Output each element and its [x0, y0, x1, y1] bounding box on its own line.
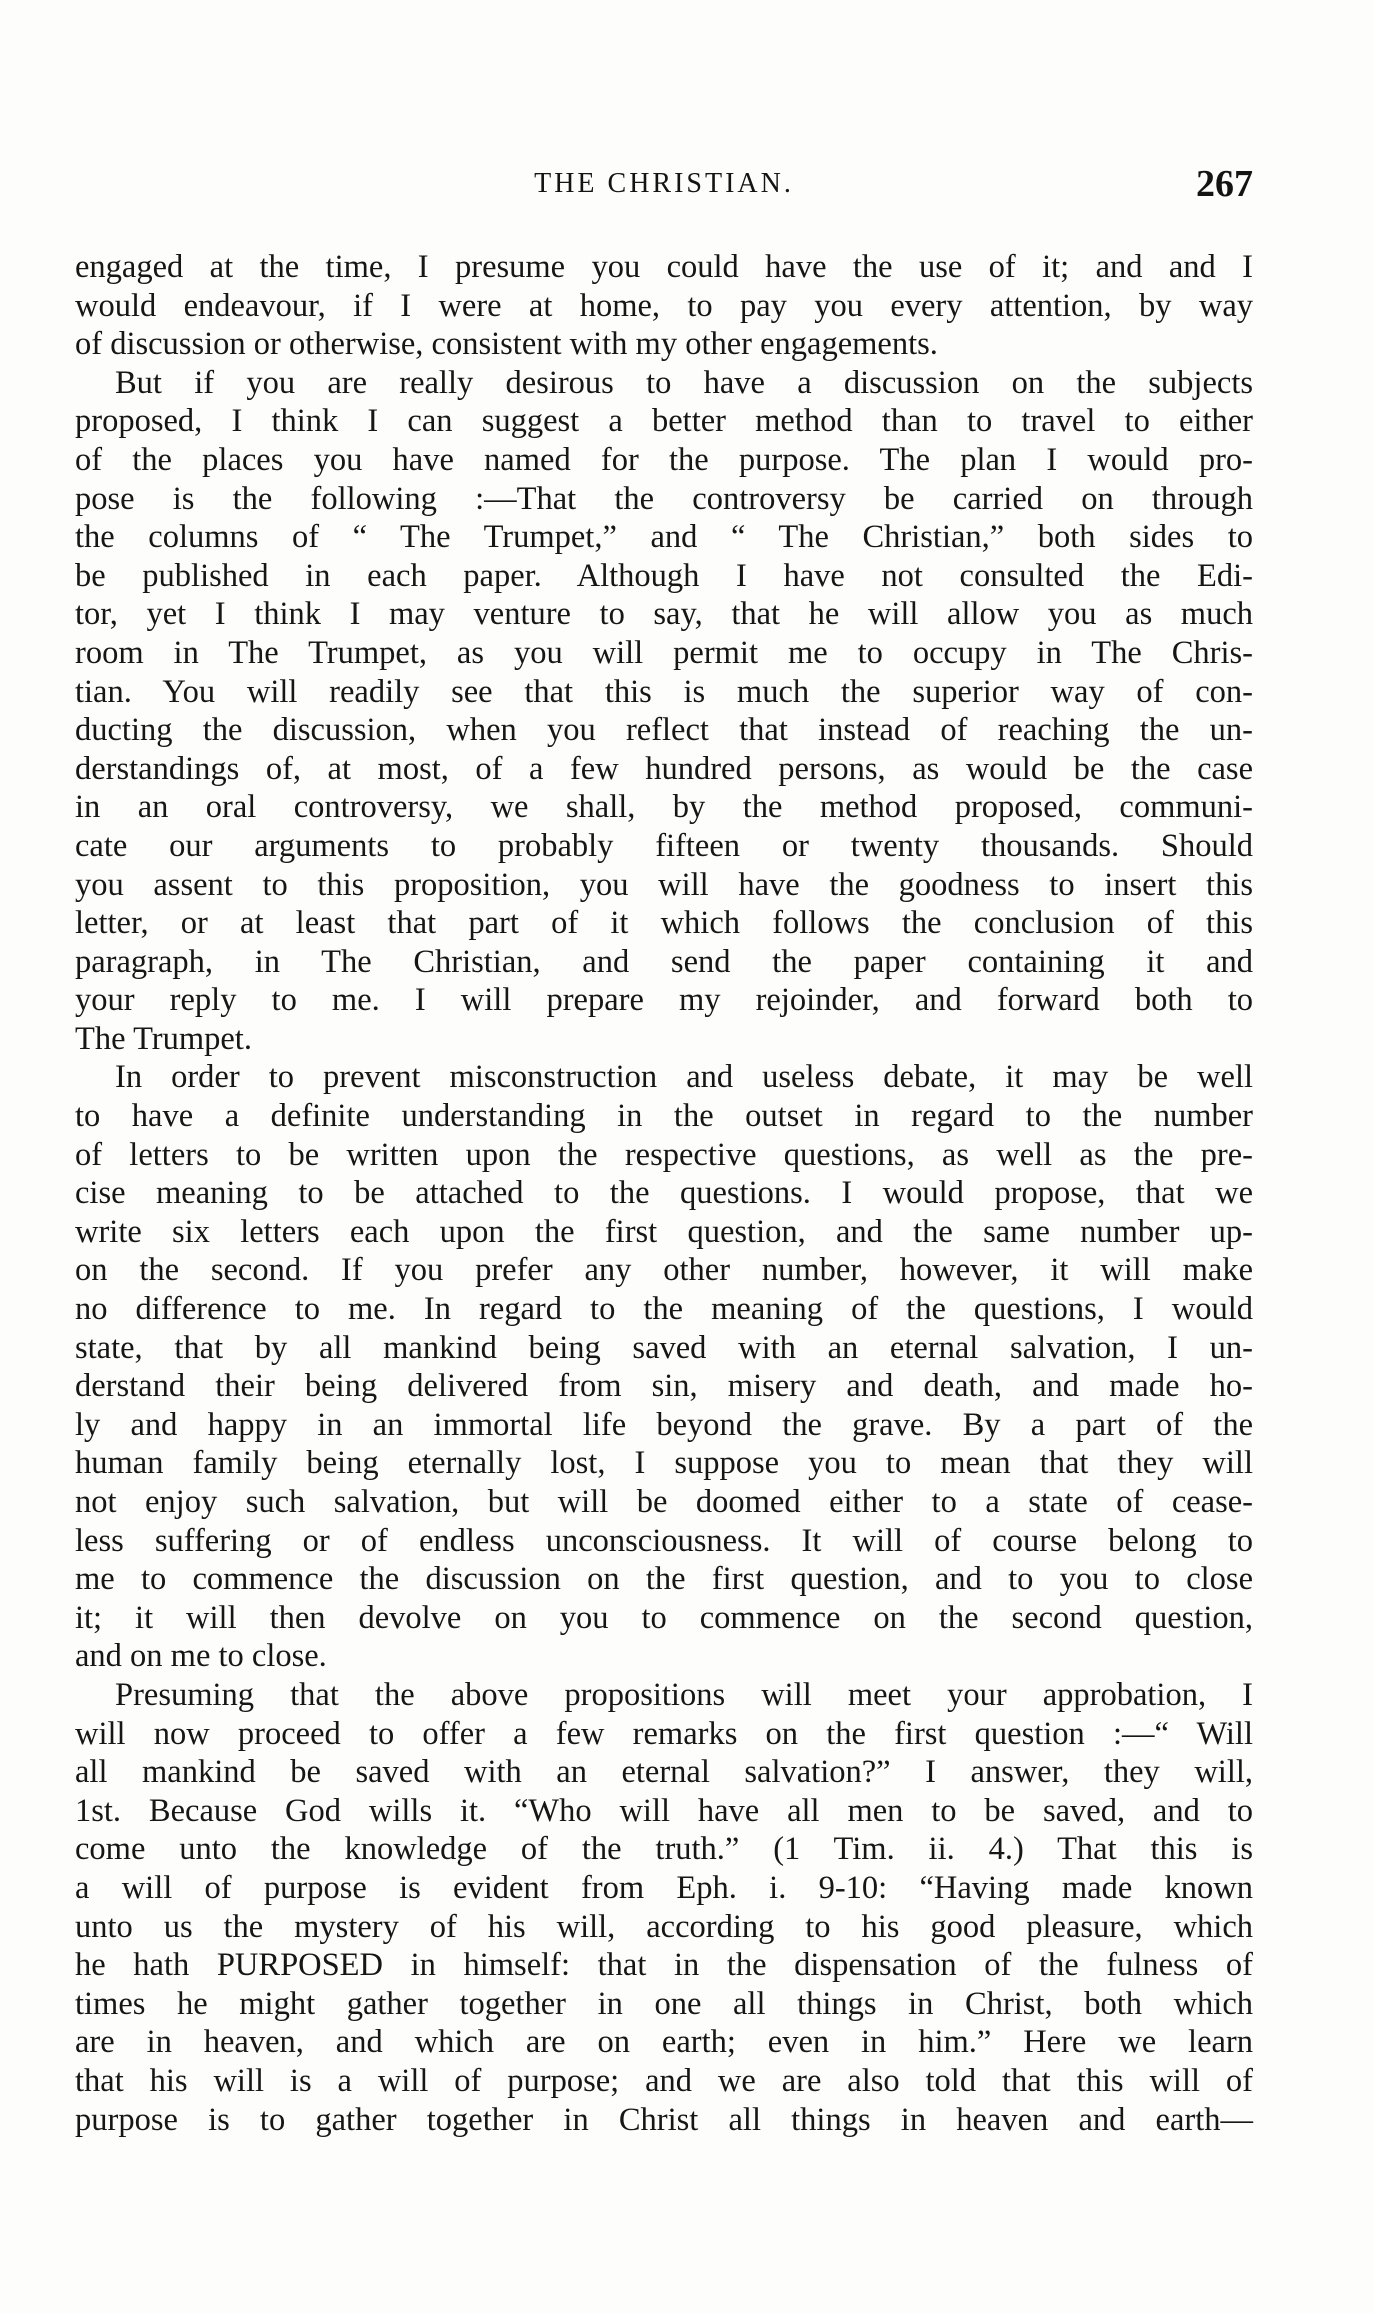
- text-line: paragraph, in The Christian, and send the paper containing it and: [75, 943, 1253, 980]
- text-line: are in heaven, and which are on earth; even in him.” Here we learn: [75, 2024, 1253, 2061]
- text-line: human family being eternally lost, I suppose you to mean that they will: [75, 1445, 1253, 1482]
- text-line: derstand their being delivered from sin, misery and death, and made ho-: [75, 1368, 1253, 1405]
- text-line: tian. You will readily see that this is much the superior way of con-: [75, 673, 1253, 710]
- text-line: cate our arguments to probably fifteen or twenty thousands. Should: [75, 827, 1253, 864]
- text-line: will now proceed to offer a few remarks on the first question :—“ Will: [75, 1715, 1253, 1752]
- text-line: tor, yet I think I may venture to say, that he will allow you as much: [75, 596, 1253, 633]
- body-text: [75, 248, 1253, 2139]
- text-line: a will of purpose is evident from Eph. i. 9-10: “Having made known: [75, 1869, 1253, 1906]
- text-line: of letters to be written upon the respective questions, as well as the pre-: [75, 1136, 1253, 1173]
- text-line: letter, or at least that part of it which follows the conclusion of this: [75, 905, 1253, 942]
- text-line: Presuming that the above propositions will meet your approbation, I: [115, 1676, 1253, 1713]
- text-line: no difference to me. In regard to the meaning of the questions, I would: [75, 1291, 1253, 1328]
- text-line: that his will is a will of purpose; and we are also told that this will of: [75, 2062, 1253, 2099]
- text-line: In order to prevent misconstruction and useless debate, it may be well: [115, 1059, 1253, 1096]
- text-line: on the second. If you prefer any other number, however, it will make: [75, 1252, 1253, 1289]
- text-line: unto us the mystery of his will, according to his good pleasure, which: [75, 1908, 1253, 1945]
- text-line: be published in each paper. Although I have not consulted the Edi-: [75, 557, 1253, 594]
- text-line: 1st. Because God wills it. “Who will have all men to be saved, and to: [75, 1792, 1253, 1829]
- text-line: all mankind be saved with an eternal salvation?” I answer, they will,: [75, 1754, 1253, 1791]
- text-line: and on me to close.: [75, 1638, 327, 1675]
- text-line: cise meaning to be attached to the questions. I would propose, that we: [75, 1175, 1253, 1212]
- text-line: less suffering or of endless unconsciousness. It will of course belong to: [75, 1522, 1253, 1559]
- text-line: ly and happy in an immortal life beyond the grave. By a part of the: [75, 1406, 1253, 1443]
- text-line: of discussion or otherwise, consistent with my other engagements.: [75, 326, 938, 363]
- text-line: engaged at the time, I presume you could have the use of it; and and I: [75, 249, 1253, 285]
- text-line: times he might gather together in one all things in Christ, both which: [75, 1985, 1253, 2022]
- text-line: state, that by all mankind being saved with an eternal salvation, I un-: [75, 1329, 1253, 1366]
- text-line: proposed, I think I can suggest a better method than to travel to either: [75, 403, 1253, 440]
- text-line: derstandings of, at most, of a few hundred persons, as would be the case: [75, 750, 1253, 787]
- text-line: not enjoy such salvation, but will be doomed either to a state of cease-: [75, 1484, 1253, 1520]
- text-line: he hath PURPOSED in himself: that in the dispensation of the fulness of: [75, 1947, 1253, 1984]
- text-line: pose is the following :—That the controversy be carried on through: [75, 480, 1253, 517]
- running-title: THE CHRISTIAN.: [534, 168, 794, 199]
- text-line: the columns of “ The Trumpet,” and “ The Christian,” both sides to: [75, 519, 1253, 556]
- text-line: The Trumpet.: [75, 1020, 252, 1057]
- text-line: room in The Trumpet, as you will permit me to occupy in The Chris-: [75, 634, 1253, 671]
- text-line: ducting the discussion, when you reflect that instead of reaching the un-: [75, 712, 1253, 749]
- text-line: purpose is to gather together in Christ all things in heaven and earth—: [75, 2101, 1253, 2138]
- text-line: to have a definite understanding in the outset in regard to the number: [75, 1098, 1253, 1135]
- text-line: in an oral controversy, we shall, by the method proposed, communi-: [75, 789, 1253, 826]
- text-line: you assent to this proposition, you will have the goodness to insert this: [75, 866, 1253, 903]
- text-line: your reply to me. I will prepare my rejoinder, and forward both to: [75, 982, 1253, 1019]
- running-head: [75, 163, 1253, 210]
- text-line: would endeavour, if I were at home, to pay you every attention, by way: [75, 287, 1253, 324]
- text-line: of the places you have named for the purpose. The plan I would pro-: [75, 441, 1253, 478]
- text-line: me to commence the discussion on the first question, and to you to close: [75, 1561, 1253, 1598]
- text-line: come unto the knowledge of the truth.” (1 Tim. ii. 4.) That this is: [75, 1831, 1253, 1868]
- text-line: it; it will then devolve on you to commence on the second question,: [75, 1599, 1253, 1636]
- text-line: write six letters each upon the first question, and the same number up-: [75, 1213, 1253, 1250]
- page-number: 267: [1196, 163, 1253, 205]
- text-line: But if you are really desirous to have a discussion on the subjects: [115, 364, 1253, 401]
